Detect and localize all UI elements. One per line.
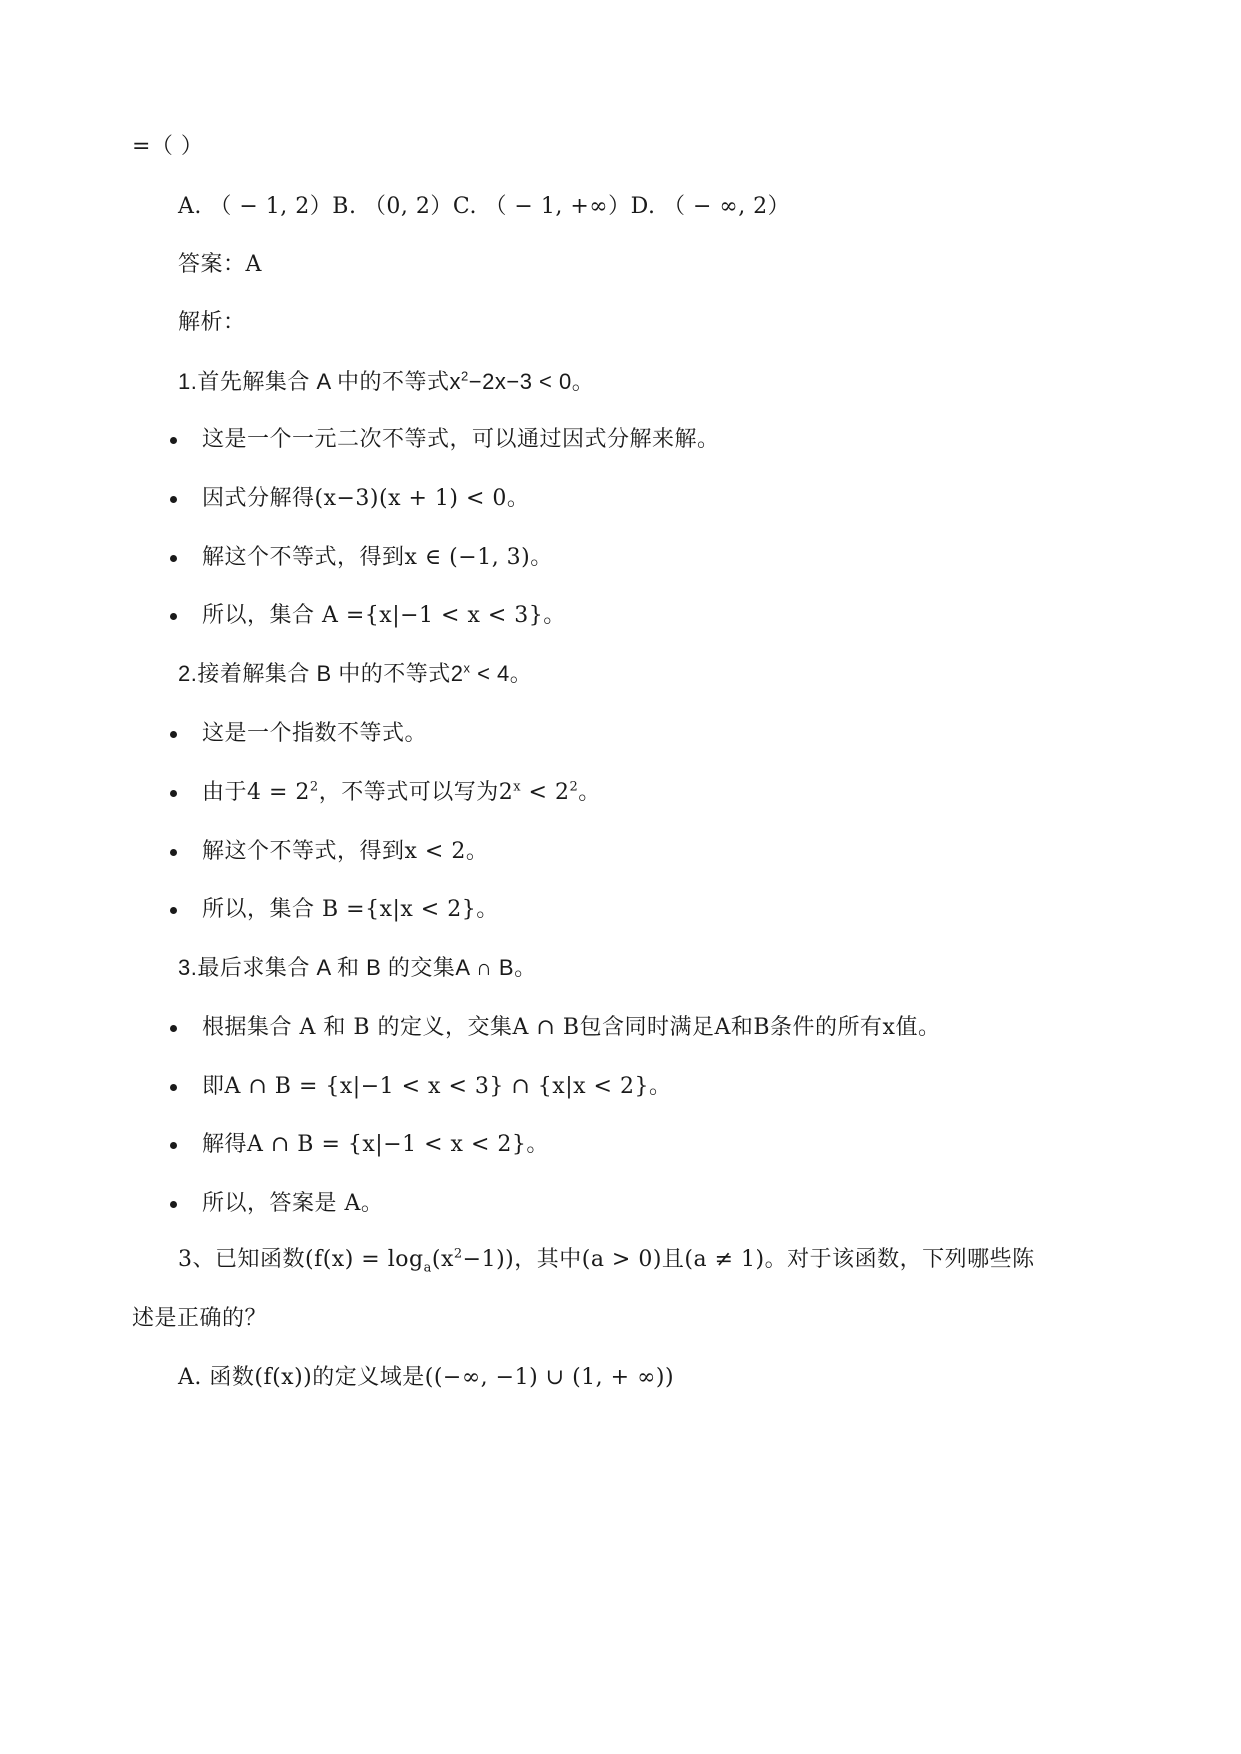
question-3-stem-continued: 述是正确的？: [132, 1306, 268, 1331]
step-2-bullet-3: 解这个不等式，得到x < 2。: [202, 839, 489, 864]
step-3-bullet-2: 即A ∩ B = {x|−1 < x < 3} ∩ {x|x < 2}。: [202, 1074, 672, 1099]
answer-line: 答案：A: [178, 252, 262, 277]
bullet-icon: [170, 1025, 177, 1032]
bullet-icon: [170, 1084, 177, 1091]
step-3-bullet-4: 所以，答案是 A。: [202, 1191, 384, 1216]
analysis-heading: 解析：: [178, 310, 246, 335]
step-1-bullet-2: 因式分解得(x−3)(x + 1) < 0。: [202, 486, 530, 511]
bullet-icon: [170, 907, 177, 914]
step-2-bullet-1: 这是一个指数不等式。: [202, 721, 428, 746]
step-3-bullet-3: 解得A ∩ B = {x|−1 < x < 2}。: [202, 1132, 549, 1157]
step-2-bullet-4: 所以，集合 B ={x|x < 2}。: [202, 897, 499, 922]
step-1-bullet-3: 解这个不等式，得到x ∈ (−1, 3)。: [202, 545, 553, 570]
step-1-bullet-1: 这是一个一元二次不等式，可以通过因式分解来解。: [202, 427, 720, 452]
question-3-stem: 3、已知函数$(f(x) = \log_a(x^2-1))$，其中(a > 0)且(a ≠ 1)。对于该函数，下列哪些陈: [178, 1246, 1035, 1276]
bullet-icon: [170, 496, 177, 503]
bullet-icon: [170, 849, 177, 856]
question-stem-tail: =（ ）: [132, 134, 204, 159]
question-3-option-a: A. 函数(f(x))的定义域是((−∞, −1) ∪ (1, + ∞)): [178, 1365, 675, 1390]
bullet-icon: [170, 1142, 177, 1149]
bullet-icon: [170, 555, 177, 562]
bullet-icon: [170, 1201, 177, 1208]
bullet-icon: [170, 731, 177, 738]
bullet-icon: [170, 437, 177, 444]
answer-options: A. （ − 1, 2）B. （0, 2）C. （ − 1, +∞）D. （ − ∞, 2）: [178, 194, 791, 219]
step-2-heading: 2.接着解集合 B 中的不等式$2^x < 4$。: [178, 660, 533, 686]
step-1-bullet-4: 所以，集合 A ={x|−1 < x < 3}。: [202, 603, 566, 628]
step-3-bullet-1: 根据集合 A 和 B 的定义，交集A ∩ B包含同时满足A和B条件的所有x值。: [202, 1015, 941, 1040]
bullet-icon: [170, 613, 177, 620]
step-2-bullet-2: 由于$4 = 2^2$，不等式可以写为$2^x < 2^2$。: [202, 779, 601, 805]
step-1-heading: 1.首先解集合 A 中的不等式$x^2-2x-3 < 0$。: [178, 368, 595, 394]
step-3-heading: 3.最后求集合 A 和 B 的交集A ∩ B。: [178, 955, 537, 980]
bullet-icon: [170, 790, 177, 797]
